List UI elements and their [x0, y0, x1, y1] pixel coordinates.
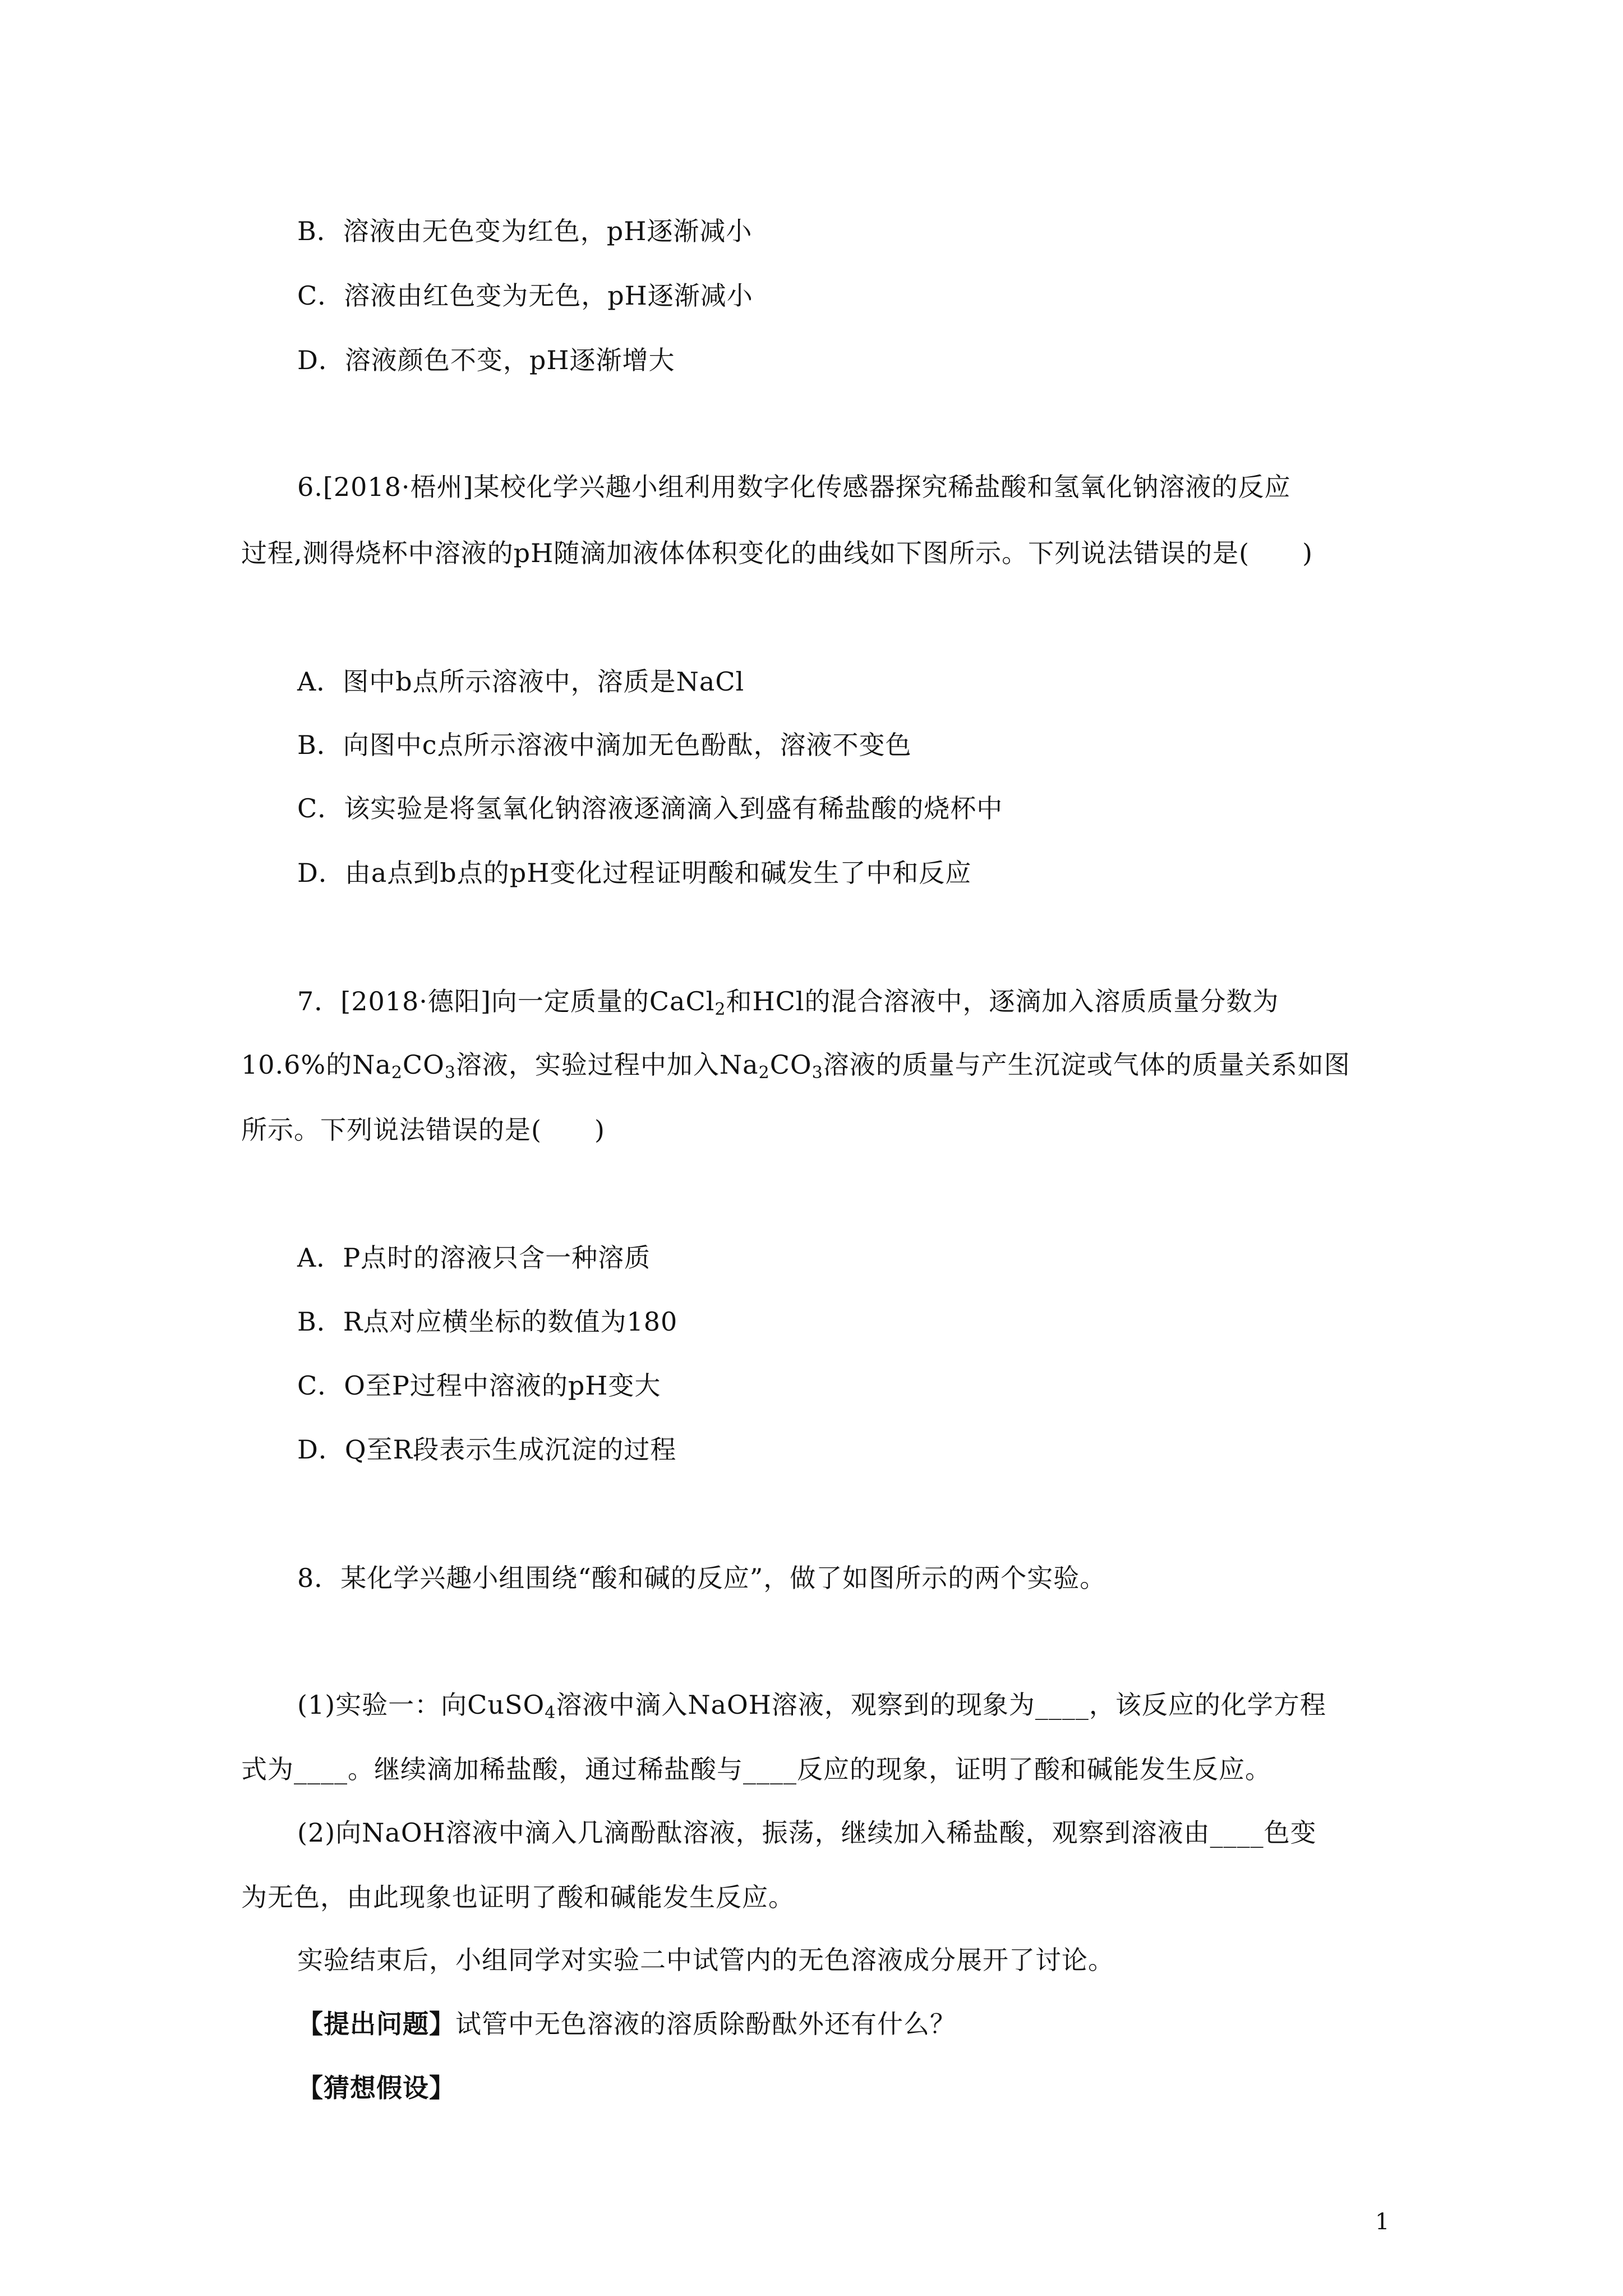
q8-hypothesis-heading: 【猜想假设】 — [297, 2073, 455, 2103]
q8-stem: 8．某化学兴趣小组围绕“酸和碱的反应”，做了如图所示的两个实验。 — [297, 1563, 1106, 1593]
q6-stem-line2: 过程,测得烧杯中溶液的pH随滴加液体体积变化的曲线如下图所示。下列说法错误的是( ) — [241, 538, 1313, 568]
q8-question-heading: 【提出问题】试管中无色溶液的溶质除酚酞外还有什么？ — [297, 2009, 956, 2039]
q8-discussion: 实验结束后，小组同学对实验二中试管内的无色溶液成分展开了讨论。 — [297, 1945, 1114, 1975]
q5-option-c: C．溶液由红色变为无色，pH逐渐减小 — [297, 280, 753, 311]
q7-stem-line3: 所示。下列说法错误的是( ) — [241, 1115, 605, 1145]
q7-option-d: D．Q至R段表示生成沉淀的过程 — [297, 1434, 677, 1465]
q6-option-d: D．由a点到b点的pH变化过程证明酸和碱发生了中和反应 — [297, 858, 972, 888]
q6-option-c: C．该实验是将氢氧化钠溶液逐滴滴入到盛有稀盐酸的烧杯中 — [297, 793, 1003, 823]
q8-part1-line2: 式为____。继续滴加稀盐酸，通过稀盐酸与____反应的现象，证明了酸和碱能发生反应。 — [241, 1754, 1271, 1784]
q7-stem-line1: 7．[2018·德阳]向一定质量的CaCl$_2$和HCl的混合溶液中，逐滴加入溶质质量分数为 — [297, 986, 1279, 1019]
q7-option-a: A．P点时的溶液只含一种溶质 — [297, 1243, 651, 1273]
page-number: 1 — [1375, 2209, 1390, 2235]
q7-stem-line2: 10.6%的$Na_2CO_3$溶液，实验过程中加入$Na_2CO_3$溶液的质量与产生沉淀或气体的质量关系如图 — [241, 1050, 1350, 1083]
q7-option-b: B．R点对应横坐标的数值为180 — [297, 1306, 678, 1337]
q8-part2-line1: (2)向NaOH溶液中滴入几滴酚酞溶液，振荡，继续加入稀盐酸，观察到溶液由____色变 — [297, 1818, 1317, 1848]
q5-option-d: D．溶液颜色不变，pH逐渐增大 — [297, 345, 675, 375]
q6-option-b: B．向图中c点所示溶液中滴加无色酚酞，溶液不变色 — [297, 730, 912, 760]
q8-part1-line1: (1)实验一：向CuSO$_4$溶液中滴入NaOH溶液，观察到的现象为____，该反应的化学方程 — [297, 1690, 1326, 1723]
q6-stem-line1: 6.[2018·梧州]某校化学兴趣小组利用数字化传感器探究稀盐酸和氢氧化钠溶液的反应 — [297, 472, 1291, 502]
q6-option-a: A．图中b点所示溶液中，溶质是NaCl — [297, 666, 745, 697]
q5-option-b: B．溶液由无色变为红色，pH逐渐减小 — [297, 216, 753, 246]
q8-part2-line2: 为无色，由此现象也证明了酸和碱能发生反应。 — [241, 1882, 795, 1912]
q7-option-c: C．O至P过程中溶液的pH变大 — [297, 1370, 661, 1401]
